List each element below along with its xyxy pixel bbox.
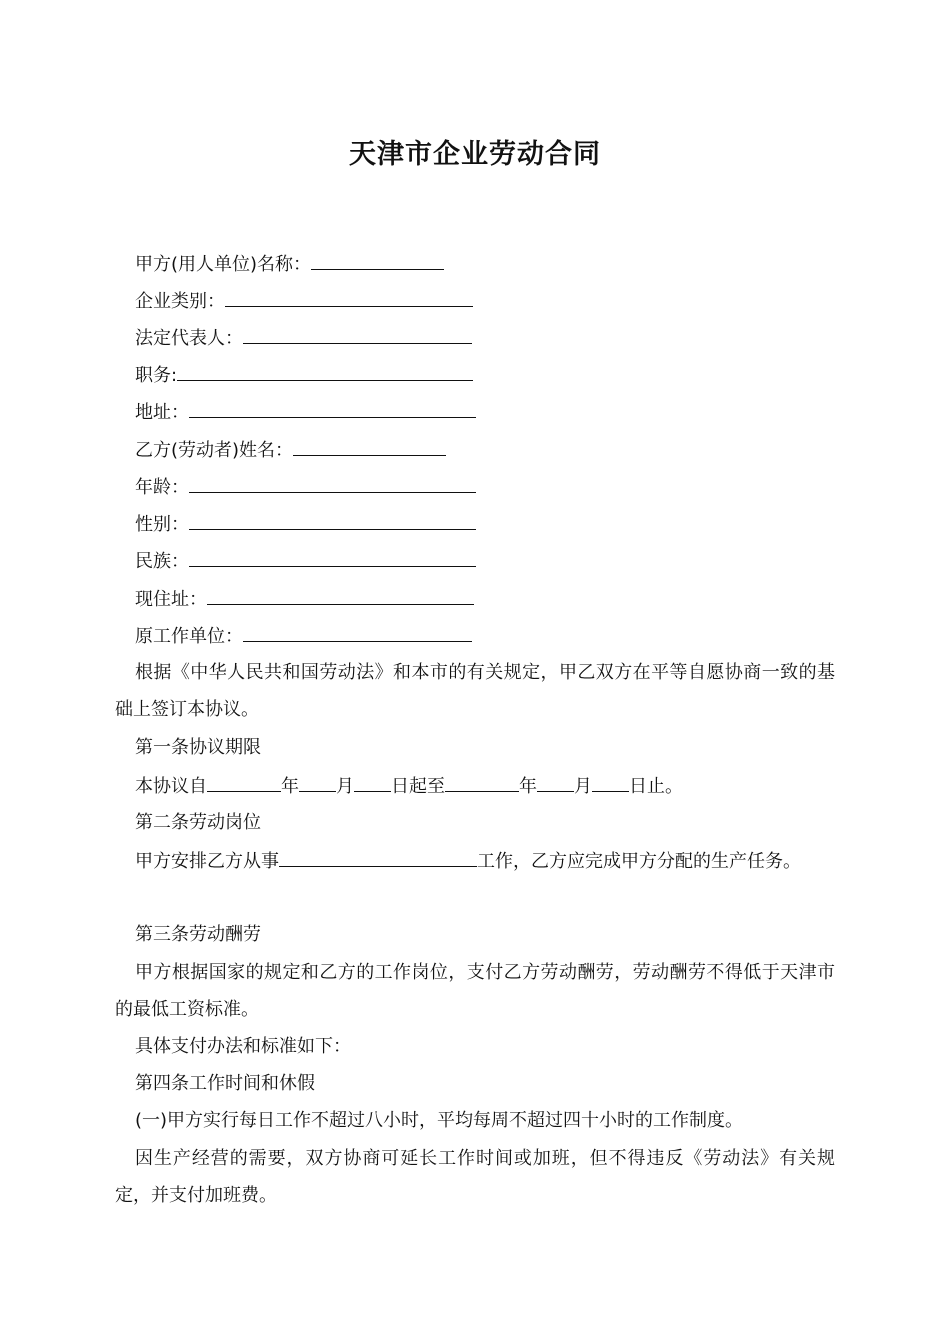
enterprise-type-blank[interactable] [225, 288, 473, 307]
address-blank[interactable] [189, 399, 476, 418]
article2-heading: 第二条劳动岗位 [135, 812, 261, 833]
age-blank[interactable] [189, 474, 476, 493]
article2-job-row [135, 848, 801, 874]
gender-label: 性别： [135, 514, 189, 535]
term-end-text: 日止。 [629, 776, 683, 797]
residence-row [135, 586, 474, 612]
end-month-blank[interactable] [537, 773, 574, 792]
end-month-unit: 月 [574, 776, 592, 797]
party-b-name-label: 乙方(劳动者)姓名： [135, 440, 294, 461]
position-blank[interactable] [177, 362, 473, 381]
ethnicity-blank[interactable] [189, 548, 476, 567]
article4-paragraph: 因生产经营的需要，双方协商可延长工作时间或加班，但不得违反《劳动法》有关规定，并支付加班费。 [115, 1148, 835, 1206]
former-employer-row [135, 623, 472, 649]
preamble-paragraph: 根据《中华人民共和国劳动法》和本市的有关规定，甲乙双方在平等自愿协商一致的基础上签订本协议。 [115, 662, 835, 720]
start-month-blank[interactable] [299, 773, 336, 792]
former-employer-blank[interactable] [243, 623, 472, 642]
article3-heading: 第三条劳动酬劳 [135, 924, 261, 945]
start-day-blank[interactable] [354, 773, 391, 792]
legal-rep-blank[interactable] [243, 325, 472, 344]
residence-label: 现住址： [135, 589, 207, 610]
ethnicity-label: 民族： [135, 551, 189, 572]
term-start-text: 本协议自 [135, 776, 207, 797]
party-a-name-label: 甲方(用人单位)名称： [135, 254, 312, 275]
address-row [135, 399, 476, 425]
ethnicity-row [135, 548, 476, 574]
article4-heading: 第四条工作时间和休假 [135, 1073, 315, 1094]
enterprise-type-row [135, 288, 473, 314]
end-day-blank[interactable] [592, 773, 629, 792]
gender-blank[interactable] [189, 511, 476, 530]
enterprise-type-label: 企业类别： [135, 291, 225, 312]
job-blank[interactable] [279, 848, 477, 867]
article3-paragraph: 甲方根据国家的规定和乙方的工作岗位，支付乙方劳动酬劳，劳动酬劳不得低于天津市的最低工资标准。 [115, 962, 835, 1020]
position-label: 职务: [135, 365, 178, 386]
party-a-name-blank[interactable] [311, 251, 444, 270]
end-year-unit: 年 [519, 776, 537, 797]
document-title: 天津市企业劳动合同 [349, 139, 601, 170]
start-month-unit: 月 [336, 776, 354, 797]
address-label: 地址： [135, 402, 189, 423]
payment-method-line: 具体支付办法和标准如下： [135, 1036, 351, 1057]
article1-heading: 第一条协议期限 [135, 737, 261, 758]
party-b-name-blank[interactable] [293, 437, 446, 456]
start-year-unit: 年 [281, 776, 299, 797]
former-employer-label: 原工作单位： [135, 626, 243, 647]
article1-term-row [135, 773, 683, 799]
legal-rep-row [135, 325, 472, 351]
gender-row [135, 511, 476, 537]
start-year-blank[interactable] [207, 773, 281, 792]
end-year-blank[interactable] [445, 773, 519, 792]
legal-rep-label: 法定代表人： [135, 328, 243, 349]
party-b-name-row [135, 437, 446, 463]
age-row [135, 474, 476, 500]
party-a-name-row [135, 251, 444, 277]
position-row [135, 362, 473, 388]
residence-blank[interactable] [207, 586, 474, 605]
age-label: 年龄： [135, 477, 189, 498]
article4-item1: (一)甲方实行每日工作不超过八小时，平均每周不超过四十小时的工作制度。 [135, 1110, 744, 1131]
term-to-text: 日起至 [391, 776, 445, 797]
job-end-text: 工作，乙方应完成甲方分配的生产任务。 [477, 851, 801, 872]
job-start-text: 甲方安排乙方从事 [135, 851, 279, 872]
